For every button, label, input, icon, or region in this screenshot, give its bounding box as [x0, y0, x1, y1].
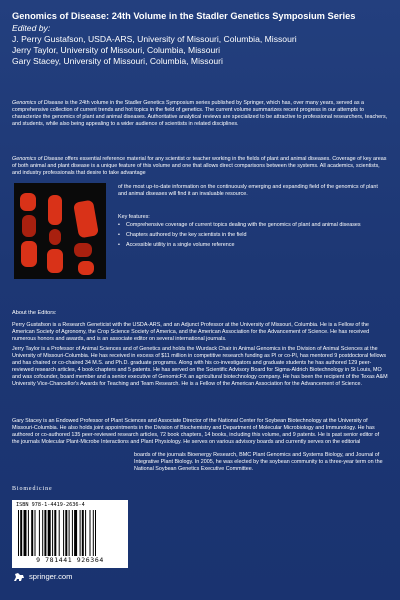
chromosome-band — [47, 249, 63, 273]
chromosome-band — [78, 261, 94, 275]
barcode-bar — [90, 510, 91, 556]
barcode-bar — [74, 510, 77, 556]
barcode-bar — [59, 510, 60, 556]
list-item: • Chapters authored by the key scientists in the field — [118, 232, 247, 238]
chromosome-band — [48, 195, 62, 225]
key-features-list — [118, 222, 388, 252]
bio-stacey-continued: boards of the journals Bioenergy Research, BMC Plant Genomics and Systems Biology, and Journal of Integrative Plant Biology. In 2005, he was elected by the soybean community to a three-year term on the National Soybean Genetics Executive Committee. — [134, 452, 383, 473]
book-title-italic: Genomics of Disease — [12, 100, 64, 106]
chromosome-band — [21, 241, 37, 267]
editor-taylor: Jerry Taylor, University of Missouri, Columbia, Missouri — [12, 45, 221, 55]
book-title-italic: Genomics of Disease — [12, 156, 64, 162]
chromosome-image — [14, 183, 106, 279]
barcode-bar — [28, 510, 29, 556]
barcode — [12, 500, 128, 568]
bullet: • — [118, 242, 120, 248]
barcode-bar — [95, 510, 96, 556]
barcode-bar — [85, 510, 86, 556]
list-item: • Comprehensive coverage of current topics dealing with the genomics of plant and animal diseases — [118, 222, 361, 228]
barcode-digits: 9 781441 926364 — [36, 556, 104, 564]
springer-logo[interactable] — [12, 572, 72, 582]
barcode-bar — [39, 510, 40, 556]
springer-horse-icon — [12, 572, 26, 582]
barcode-bar — [31, 510, 33, 556]
category-label: Biomedicine — [12, 486, 53, 492]
barcode-bar — [65, 510, 67, 556]
isbn-text: ISBN 978-1-4419-2636-4 — [16, 502, 85, 508]
bio-stacey: Gary Stacey is an Endowed Professor of Plant Sciences and Associate Director of the National Center for Soybean Biotechnology at the University of Missouri-Columbia. He also holds joint appointments in the Division of Biochemistry and Department of Molecular Microbiology and Immunology. He has authored or co-authored 135 peer-reviewed research articles, 72 book chapters, 14 books, including this volume, and 9 patents. He is past senior editor of the journals Molecular Plant-Microbe Interactions and Plant Physiology. He serves on various advisory boards and currently serves on the editorial — [12, 418, 380, 446]
barcode-bar — [42, 510, 43, 556]
intro-paragraph-1-text: is the 24th volume in the Stadler Genetics Symposium series published by Springer, which has, over many years, served as a comprehensive collection of current trends and hot topics in the field of genetics. The current volume summarizes recent progress in our attempts to characterize the genomics of plant and animal diseases. Authoritative analytical reviews are specialized to be attractive to professional researchers, teachers, and students, while also being appealing to a wider audience of scientists in related disciplines. — [12, 100, 388, 128]
about-editors-heading: About the Editors: — [12, 310, 57, 316]
intro-paragraph-2-text: offers essential reference material for any scientist or teacher working in the fields of plant and animal diseases. Coverage of key areas of both animal and plant disease is a unique feature of this volume and one that allows direct comparisons between the systems. All academics, scientists, and industry professionals that desire to take advantage — [12, 156, 387, 177]
chromosome-band — [73, 200, 99, 239]
barcode-bar — [20, 510, 22, 556]
editor-stacey: Gary Stacey, University of Missouri, Columbia, Missouri — [12, 56, 223, 66]
barcode-bar — [54, 510, 56, 556]
list-item: • Accessible utility in a single volume reference — [118, 242, 235, 248]
barcode-bar — [63, 510, 64, 556]
barcode-bar — [18, 510, 19, 556]
barcode-bar — [82, 510, 84, 556]
publisher-url[interactable]: springer.com — [29, 572, 73, 581]
barcode-bar — [35, 510, 36, 556]
chromosome-band — [74, 243, 92, 257]
key-features-title: Key features: — [118, 214, 150, 220]
bullet: • — [118, 232, 120, 238]
barcode-bar — [80, 510, 81, 556]
barcode-bar — [52, 510, 53, 556]
bio-gustafson: Perry Gustafson is a Research Geneticist with the USDA-ARS, and an Adjunct Professor at the University of Missouri, Columbia. He is a Fellow of the American Society of Agronomy, the Crop Science Society of America, and the American Association for the Advancement of Science. He has received numerous honors and awards, and is an associate editor on several international journals. — [12, 322, 370, 343]
barcode-bar — [44, 510, 46, 556]
barcode-bar — [72, 510, 73, 556]
intro-paragraph-1 — [12, 100, 388, 128]
chromosome-band — [22, 215, 36, 237]
bullet: • — [118, 222, 120, 228]
intro-paragraph-2-continued: of the most up-to-date information on the continuously emerging and expanding field of the genomics of plant and animal diseases will find it an invaluable resource. — [118, 184, 378, 198]
edited-by-label: Edited by: — [12, 23, 51, 33]
barcode-bar — [48, 510, 51, 556]
barcode-bar — [24, 510, 27, 556]
intro-paragraph-2 — [12, 156, 388, 177]
chromosome-band — [49, 229, 61, 245]
editor-gustafson: J. Perry Gustafson, USDA-ARS, University of Missouri, Columbia, Missouri — [12, 34, 297, 44]
bio-taylor: Jerry Taylor is a Professor of Animal Sciences and of Genetics and holds the Wurdack Chair in Animal Genomics in the Division of Animal Sciences at the University of Missouri-Columbia. He has received in excess of $11 million in competitive research funding as PI or co-PI, has mentored 9 postdoctoral fellows and has chaired or co-chaired 34 M.S. and Ph.D. graduate programs. Along with his co-investigators and graduate students he has authored 129 peer-reviewed research articles, 4 book chapters and 5 patents. He has served on the Scientific Advisory Board for Sigma-Aldrich Biotechnology in St Louis, MO and was cofounder, board member and a senior executive of GenomicFX an agricultural biotechnology company. He has been the recipient of the Texas A&M University Vice-Chancellor's Awards for Teaching and Team Research. He is a Fellow of the American Association for the Advancement of Science. — [12, 346, 388, 388]
series-title: Genomics of Disease: 24th Volume in the Stadler Genetics Symposium Series — [12, 11, 356, 21]
barcode-bar — [93, 510, 94, 556]
barcode-bar — [69, 510, 70, 556]
barcode-bars — [18, 510, 122, 556]
chromosome-band — [20, 193, 36, 211]
